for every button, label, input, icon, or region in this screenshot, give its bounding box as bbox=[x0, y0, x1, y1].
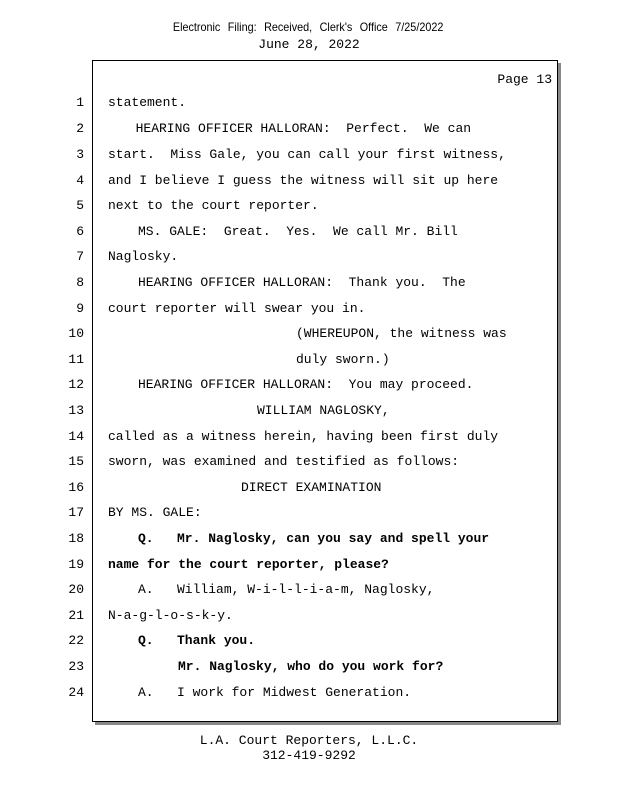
line-text: A. I work for Midwest Generation. bbox=[138, 685, 412, 700]
transcript-line bbox=[0, 429, 618, 449]
transcript-line bbox=[0, 275, 618, 295]
transcript-line bbox=[0, 95, 618, 115]
line-text: N-a-g-l-o-s-k-y. bbox=[108, 608, 233, 623]
line-number: 4 bbox=[76, 173, 84, 188]
transcript-line bbox=[0, 480, 618, 500]
line-number: 11 bbox=[68, 352, 84, 367]
line-number: 19 bbox=[68, 557, 84, 572]
transcript-line bbox=[0, 633, 618, 653]
line-number: 21 bbox=[68, 608, 84, 623]
header-date: June 28, 2022 bbox=[258, 37, 360, 52]
line-number: 8 bbox=[76, 275, 84, 290]
transcript-line bbox=[0, 224, 618, 244]
line-number: 14 bbox=[68, 429, 84, 444]
line-text: sworn, was examined and testified as follows: bbox=[108, 454, 460, 469]
line-text: HEARING OFFICER HALLORAN: Thank you. The bbox=[138, 275, 466, 290]
transcript-line bbox=[0, 685, 618, 705]
line-text: (WHEREUPON, the witness was bbox=[296, 326, 507, 341]
transcript-line bbox=[0, 531, 618, 551]
transcript-line bbox=[0, 301, 618, 321]
line-text: WILLIAM NAGLOSKY, bbox=[257, 403, 390, 418]
transcript-line bbox=[0, 198, 618, 218]
transcript-line bbox=[0, 249, 618, 269]
transcript-line bbox=[0, 403, 618, 423]
line-number: 9 bbox=[76, 301, 84, 316]
line-number: 23 bbox=[68, 659, 84, 674]
filing-stamp: Electronic Filing: Received, Clerk's Office 7/25/2022 bbox=[172, 20, 444, 34]
line-text: called as a witness herein, having been first duly bbox=[108, 429, 499, 444]
page-number: Page 13 bbox=[497, 72, 552, 87]
transcript-line bbox=[0, 582, 618, 602]
line-text: Naglosky. bbox=[108, 249, 179, 264]
line-text: start. Miss Gale, you can call your first witness, bbox=[108, 147, 506, 162]
transcript-line bbox=[0, 326, 618, 346]
transcript-line bbox=[0, 557, 618, 577]
line-text: Mr. Naglosky, who do you work for? bbox=[178, 659, 444, 674]
line-number: 20 bbox=[68, 582, 84, 597]
transcript-line bbox=[0, 505, 618, 525]
line-number: 16 bbox=[68, 480, 84, 495]
transcript-line bbox=[0, 352, 618, 372]
line-number: 1 bbox=[76, 95, 84, 110]
footer-phone: 312-419-9292 bbox=[262, 748, 356, 763]
transcript-line bbox=[0, 454, 618, 474]
line-text: and I believe I guess the witness will sit up here bbox=[108, 173, 499, 188]
transcript-line bbox=[0, 377, 618, 397]
line-number: 15 bbox=[68, 454, 84, 469]
line-number: 24 bbox=[68, 685, 84, 700]
line-text: next to the court reporter. bbox=[108, 198, 319, 213]
line-text: name for the court reporter, please? bbox=[108, 557, 389, 572]
line-number: 6 bbox=[76, 224, 84, 239]
line-number: 10 bbox=[68, 326, 84, 341]
line-number: 3 bbox=[76, 147, 84, 162]
line-number: 5 bbox=[76, 198, 84, 213]
line-text: Q. Mr. Naglosky, can you say and spell your bbox=[138, 531, 490, 546]
footer-company: L.A. Court Reporters, L.L.C. bbox=[199, 733, 419, 748]
line-text: HEARING OFFICER HALLORAN: Perfect. We can bbox=[120, 121, 472, 136]
line-text: duly sworn.) bbox=[296, 352, 390, 367]
line-number: 13 bbox=[68, 403, 84, 418]
transcript-line bbox=[0, 608, 618, 628]
line-text: HEARING OFFICER HALLORAN: You may proceed. bbox=[138, 377, 474, 392]
transcript-line bbox=[0, 121, 618, 141]
line-number: 22 bbox=[68, 633, 84, 648]
line-number: 12 bbox=[68, 377, 84, 392]
line-number: 7 bbox=[76, 249, 84, 264]
line-text: court reporter will swear you in. bbox=[108, 301, 366, 316]
transcript-line bbox=[0, 173, 618, 193]
line-number: 18 bbox=[68, 531, 84, 546]
line-text: A. William, W-i-l-l-i-a-m, Naglosky, bbox=[138, 582, 435, 597]
line-text: DIRECT EXAMINATION bbox=[241, 480, 382, 495]
line-number: 17 bbox=[68, 505, 84, 520]
transcript-line bbox=[0, 659, 618, 679]
transcript-line bbox=[0, 147, 618, 167]
line-text: Q. Thank you. bbox=[138, 633, 256, 648]
line-text: statement. bbox=[108, 95, 187, 110]
line-text: BY MS. GALE: bbox=[108, 505, 202, 520]
line-text: MS. GALE: Great. Yes. We call Mr. Bill bbox=[138, 224, 458, 239]
line-number: 2 bbox=[76, 121, 84, 136]
